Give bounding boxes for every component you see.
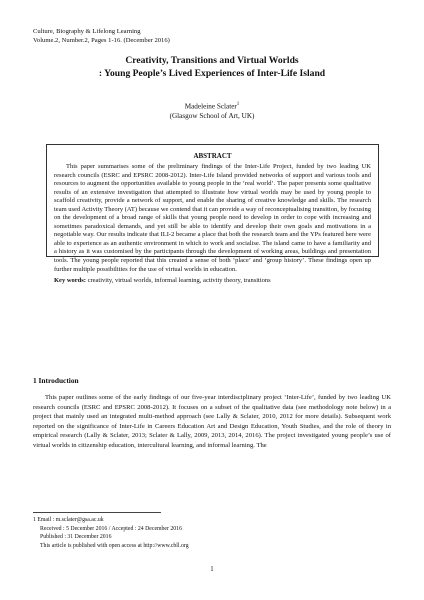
- footnote-received: Received : 5 December 2016 / Accepted : 24 December 2016: [40, 525, 182, 532]
- journal-issue: Volume.2, Number.2, Pages 1-16. (December 2016): [33, 37, 170, 44]
- keywords-label: Key words:: [54, 277, 86, 285]
- author-affiliation: (Glasgow School of Art, UK): [169, 112, 255, 121]
- abstract-box: [46, 144, 379, 285]
- author-footnote-mark: 1: [236, 102, 240, 107]
- page-number: 1: [210, 566, 214, 573]
- introduction-paragraph: This paper outlines some of the early findings of our five-year interdisciplinary project ‘Inter-Life’, funded by two leading UK research councils (ESRC and EPSRC 2008-2012). It focuses on a subset of the qualitative data (see methodology note below) in a project that mainly used an integrated multi-method approach (see Lally & Sclater, 2010, 2012 for more details). Subsequent work reported on the significance of Inter-Life in Careers Education Art and Design Education, Youth Studies, and the role of theory in empirical research (Lally & Sclater, 2013; Sclater & Lally, 2009, 2013, 2014, 2016). The project investigated young people’s use of virtual worlds in citizenship education, intercultural learning, and informal learning. The: [33, 394, 391, 449]
- section-heading-introduction: 1 Introduction: [33, 376, 79, 385]
- keywords: [54, 277, 371, 286]
- paper-title: [0, 54, 424, 80]
- title-line-1: Creativity, Transitions and Virtual Worlds: [125, 55, 299, 66]
- abstract-text-part-2: virtual worlds may be used by young people to scaffold creativity, provide a network of support, and enable the sharing of creative knowledge and skills. The research team used Activity Theory (AT) because we contend that it can provide a way of reconceptualising transition, by focusing on the development of a broad range of skills that young people need to develop in order to cope with increasing and sometimes paradoxical demands, and yet still be able to identify and develop their own goals and motivations in a negotiable way. Our results indicate that ILI-2 became a place that both the research team and the YPs featured here were able to experience as an authentic environment in which to work and socialise. The island came to have a familiarity and a history as it was customised by the participants through the development of working areas, buildings and presentation tools. The young people reported that this created a sense of both ‘place’ and ‘group history’. These findings open up further multiple possibilities for the use of virtual worlds in education.: [54, 188, 372, 273]
- abstract-text-part-1: This paper summarises some of the preliminary findings of the Inter-Life Project, funded by two leading UK research councils (ESRC and EPSRC 2008-2012). Inter-Life Island provided networks of support and various tools and resources to augment the opportunities available to young people in the ‘real world’. The paper presents some qualitative results of an extensive investigation that attempted to illustrate: [54, 163, 371, 196]
- footnote-block: [33, 516, 189, 550]
- keywords-list: creativity, virtual worlds, informal learning, activity theory, transitions: [87, 277, 271, 285]
- footnote-email: 1 Email : m.sclater@gsa.ac.uk: [33, 517, 104, 523]
- abstract-text: [54, 163, 371, 274]
- footnote-open-access: This article is published with open access at http://www.cbll.org: [40, 542, 189, 549]
- abstract-heading: ABSTRACT: [193, 152, 232, 160]
- title-line-2: : Young People’s Lived Experiences of Inter-Life Island: [98, 68, 326, 79]
- journal-header: [33, 27, 170, 45]
- abstract-emphasis-how: how: [227, 188, 239, 196]
- footnote-divider: [33, 512, 161, 513]
- footnote-published: Published : 31 December 2016: [40, 534, 112, 541]
- author-name: Madeleine Sclater: [184, 102, 237, 111]
- author-block: [0, 100, 424, 121]
- author-line: [0, 100, 424, 111]
- journal-name: Culture, Biography & Lifelong Learning: [33, 28, 141, 35]
